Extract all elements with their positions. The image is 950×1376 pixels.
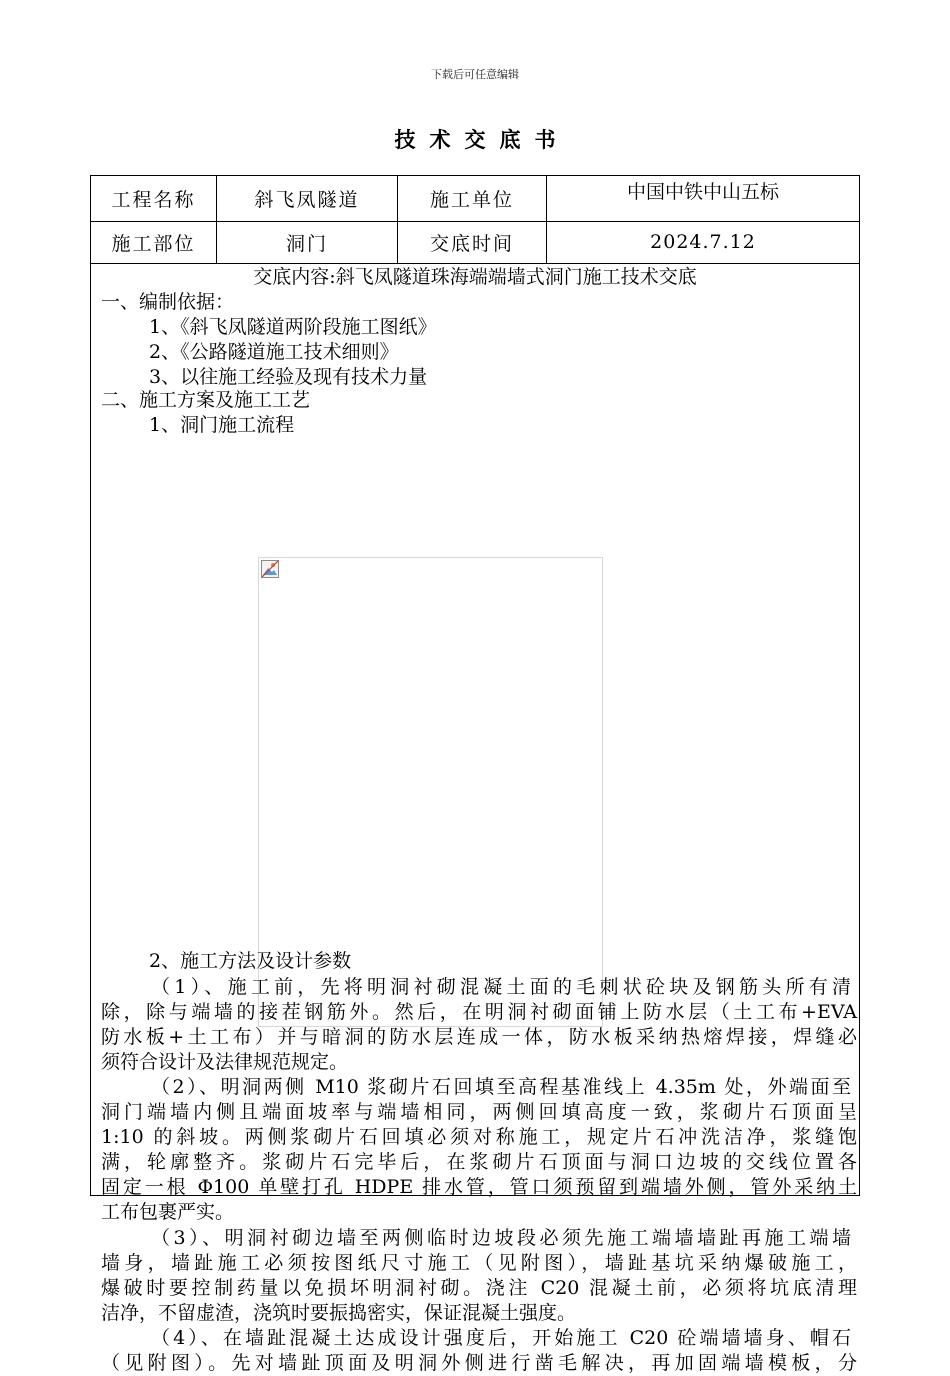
para-1-line-1: （1）、施工前，先将明洞衬砌混凝土面的毛刺状砼块及钢筋头所有清	[151, 976, 851, 998]
disclosure-table	[90, 175, 860, 1374]
para-2-line-1: （2）、明洞两侧 M10 浆砌片石回填至高程基准线上 4.35m 处，外端面至	[151, 1076, 851, 1098]
para-1-line-2: 除，除与端墙的接茬钢筋外。然后，在明洞衬砌面铺上防水层（土工布+EVA	[101, 1001, 857, 1023]
disclosure-time-value: 2024.7.12	[650, 231, 756, 253]
disclosure-time-label: 交底时间	[398, 221, 547, 263]
construction-part-value: 洞门	[217, 221, 398, 263]
construction-unit-value: 中国中铁中山五标	[626, 181, 779, 203]
para-2-line-6: 工布包裹严实。	[101, 1201, 235, 1223]
para-3-line-1: （3）、明洞衬砌边墙至两侧临时边坡段必须先施工端墙墙趾再施工端墙	[151, 1227, 851, 1249]
document-title: 技术交底书	[394, 127, 570, 152]
content-heading: 交底内容:斜飞凤隧道珠海端端墙式洞门施工技术交底	[253, 266, 697, 288]
table-row-project	[91, 176, 859, 222]
basis-item-3: 3、以往施工经验及现有技术力量	[149, 366, 428, 388]
project-name-label: 工程名称	[91, 176, 217, 221]
construction-unit-label: 施工单位	[398, 176, 547, 221]
para-3-line-2: 墙身，墙趾施工必须按图纸尺寸施工（见附图），墙趾基坑采纳爆破施工，	[101, 1252, 857, 1274]
basis-item-1: 1、《斜飞凤隧道两阶段施工图纸》	[149, 316, 437, 338]
scheme-item-1: 1、洞门施工流程	[149, 414, 295, 436]
broken-image-icon	[261, 560, 279, 578]
para-2-line-3: 1:10 的斜坡。两侧浆砌片石回填必须对称施工，规定片石冲洗洁净，浆缝饱	[101, 1126, 857, 1148]
para-4-line-1: （4）、在墙趾混凝土达成设计强度后，开始施工 C20 砼端墙墙身、帽石	[151, 1327, 851, 1349]
section-scheme-heading: 二、施工方案及施工工艺	[101, 389, 311, 411]
para-4-line-2: （见附图）。先对墙趾顶面及明洞外侧进行凿毛解决，再加固端墙模板，分	[101, 1352, 857, 1374]
para-2-line-5: 固定一根 Φ100 单壁打孔 HDPE 排水管，管口须预留到端墙外侧，管外采纳土	[101, 1176, 857, 1198]
project-name-value: 斜飞凤隧道	[217, 176, 398, 221]
scheme-item-2: 2、施工方法及设计参数	[149, 950, 352, 972]
table-row-location	[91, 221, 859, 264]
para-3-line-3: 爆破时要控制药量以免损坏明洞衬砌。浇注 C20 混凝土前，必须将坑底清理	[101, 1277, 857, 1299]
para-3-line-4: 洁净，不留虚渣，浇筑时要振捣密实，保证混凝土强度。	[101, 1302, 577, 1324]
section-basis-heading: 一、编制依据：	[101, 291, 235, 313]
basis-item-2: 2、《公路隧道施工技术细则》	[149, 341, 399, 363]
para-1-line-4: 须符合设计及法律规范规定。	[101, 1051, 349, 1073]
para-1-line-3: 防水板+土工布）并与暗洞的防水层连成一体，防水板采纳热熔焊接，焊缝必	[101, 1026, 857, 1048]
para-2-line-4: 满，轮廓整齐。浆砌片石完毕后，在浆砌片石顶面与洞口边坡的交线位置各	[101, 1151, 857, 1173]
header-note: 下载后可任意编辑	[431, 68, 519, 81]
para-2-line-2: 洞门端墙内侧且端面坡率与端墙相同，两侧回填高度一致，浆砌片石顶面呈	[101, 1101, 857, 1123]
construction-part-label: 施工部位	[91, 221, 217, 263]
